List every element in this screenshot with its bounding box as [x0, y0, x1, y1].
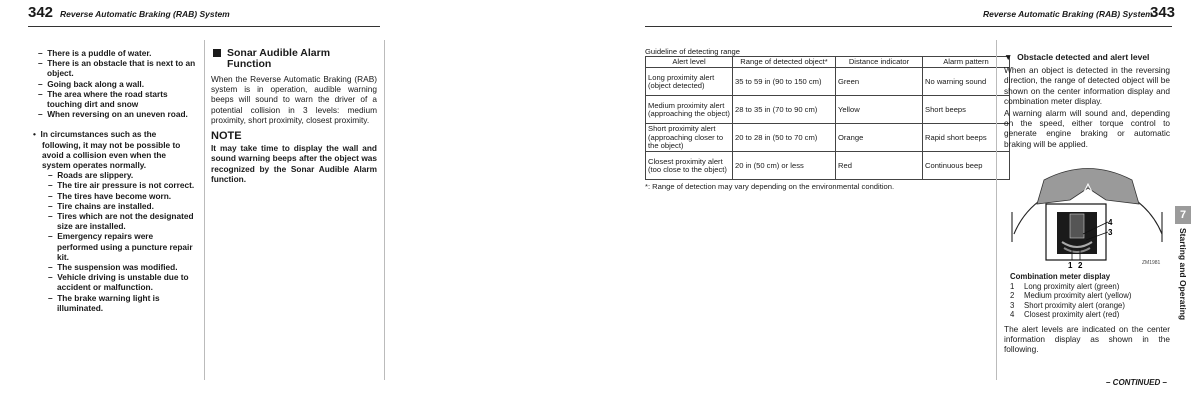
obstacle-title: ▼ Obstacle detected and alert level — [1004, 52, 1150, 62]
table-footnote: *: Range of detection may vary depending on the environmental condition. — [645, 182, 895, 191]
column-divider-left-2 — [384, 40, 385, 380]
table-body — [646, 68, 1010, 180]
obstacle-para-2: A warning alarm will sound and, depending on the speed, either torque control to generate engine braking or automatic braking will be applied. — [1004, 108, 1170, 149]
list-item: – Roads are slippery. — [48, 170, 134, 181]
table-row — [646, 124, 1010, 152]
list-item: – Emergency repairs were performed using a puncture repair kit. — [48, 231, 193, 262]
legend-item: 4 Closest proximity alert (red) — [1010, 310, 1120, 319]
combination-meter-figure — [1004, 152, 1170, 270]
figure-legend — [1010, 272, 1170, 320]
detecting-range-table — [645, 56, 1010, 180]
figure-caption: Combination meter display — [1010, 272, 1111, 281]
table-cell: Green — [836, 68, 923, 96]
list-item: – Tire chains are installed. — [48, 200, 154, 211]
table-cell: Continuous beep — [923, 152, 1010, 180]
table-row — [646, 152, 1010, 180]
table-cell: 20 to 28 in (50 to 70 cm) — [733, 124, 836, 152]
left-column-1 — [32, 48, 196, 313]
list-item: – Going back along a wall. — [38, 78, 145, 89]
list-item: – The brake warning light is illuminated. — [48, 292, 160, 313]
table-cell: Medium proximity alert (approaching the object) — [646, 96, 733, 124]
table-cell: Short proximity alert (approaching closer to the object) — [646, 124, 733, 152]
list-item: – Tires which are not the designated size are installed. — [48, 211, 194, 232]
figure-code: ZM1981 — [1142, 260, 1161, 266]
closing-paragraph: The alert levels are indicated on the center information display as shown in the following. — [1004, 324, 1170, 355]
table-header-row — [646, 57, 1010, 68]
table-cell: Short beeps — [923, 96, 1010, 124]
legend-item: 3 Short proximity alert (orange) — [1010, 300, 1125, 310]
note-body: It may take time to display the wall and sound warning beeps after the object was recognized by the Sonar Audible Alarm function. — [211, 143, 377, 184]
sonar-body: When the Reverse Automatic Braking (RAB) system is in operation, audible warning beeps will sound to warn the driver of a potential collision in 3 levels: medium proximity, short proximity, closest proximity. — [211, 74, 377, 125]
table-row — [646, 68, 1010, 96]
list-item: – The tires have become worn. — [48, 190, 172, 201]
page-number-right: 343 — [1150, 4, 1176, 21]
table-cell: 28 to 35 in (70 to 90 cm) — [733, 96, 836, 124]
obstacle-para-1: When an object is detected in the reversing direction, the range of detected object will be shown on the center information display and combination meter display. — [1004, 65, 1170, 106]
note-title: NOTE — [211, 130, 242, 143]
legend-list — [1010, 282, 1170, 320]
callout-2: 2 — [1078, 261, 1083, 270]
list-item: – The area where the road starts touching dirt and snow — [38, 88, 168, 110]
list-item: – The tire air pressure is not correct. — [48, 180, 195, 191]
running-header-left: Reverse Automatic Braking (RAB) System — [60, 9, 230, 19]
callout-4: 4 — [1108, 218, 1113, 227]
detecting-range-table-wrap — [645, 56, 1010, 180]
section-square-icon — [213, 49, 221, 57]
table-caption: Guideline of detecting range — [645, 47, 740, 56]
chapter-tab: 7 — [1175, 206, 1191, 224]
continued-label: – CONTINUED – — [1106, 378, 1167, 387]
condition-list-a — [32, 48, 196, 119]
table-header-cell: Range of detected object* — [733, 57, 836, 68]
page-number-left: 342 — [28, 4, 54, 21]
header-rule-left — [28, 26, 380, 27]
table-cell: Rapid short beeps — [923, 124, 1010, 152]
bullet-paragraph: • In circumstances such as the following, it may not be possible to avoid a collision even when the system operates normally. — [33, 129, 181, 171]
list-item: – There is an obstacle that is next to an object. — [38, 58, 196, 79]
column-divider-left — [204, 40, 205, 380]
table-cell: Closest proximity alert (too close to the object) — [646, 152, 733, 180]
legend-item: 2 Medium proximity alert (yellow) — [1010, 291, 1132, 300]
left-column-2 — [211, 48, 377, 184]
column-divider-right — [996, 40, 997, 380]
list-item: – The suspension was modified. — [48, 262, 178, 273]
callout-3: 3 — [1108, 228, 1113, 237]
table-cell: Red — [836, 152, 923, 180]
table-header-cell: Alarm pattern — [923, 57, 1010, 68]
table-cell: Yellow — [836, 96, 923, 124]
header-rule-right — [645, 26, 1172, 27]
table-header-cell: Distance indicator — [836, 57, 923, 68]
right-column — [1004, 52, 1170, 149]
table-cell: 35 to 59 in (90 to 150 cm) — [733, 68, 836, 96]
list-item: – When reversing on an uneven road. — [38, 109, 188, 120]
table-cell: Orange — [836, 124, 923, 152]
closing-paragraph-wrap — [1004, 324, 1170, 355]
section-title-sonar: Sonar Audible Alarm Function — [211, 48, 377, 70]
list-item: – Vehicle driving is unstable due to accident or malfunction. — [48, 272, 189, 293]
callout-1: 1 — [1068, 261, 1073, 270]
table-cell: No warning sound — [923, 68, 1010, 96]
running-header-right: Reverse Automatic Braking (RAB) System — [983, 9, 1153, 19]
table-header-cell: Alert level — [646, 57, 733, 68]
table-row — [646, 96, 1010, 124]
table-cell: Long proximity alert (object detected) — [646, 68, 733, 96]
table-cell: 20 in (50 cm) or less — [733, 152, 836, 180]
list-item: – There is a puddle of water. — [38, 48, 152, 58]
chapter-tab-label: Starting and Operating — [1178, 228, 1188, 321]
legend-item: 1 Long proximity alert (green) — [1010, 281, 1120, 291]
condition-list-b — [32, 170, 196, 313]
